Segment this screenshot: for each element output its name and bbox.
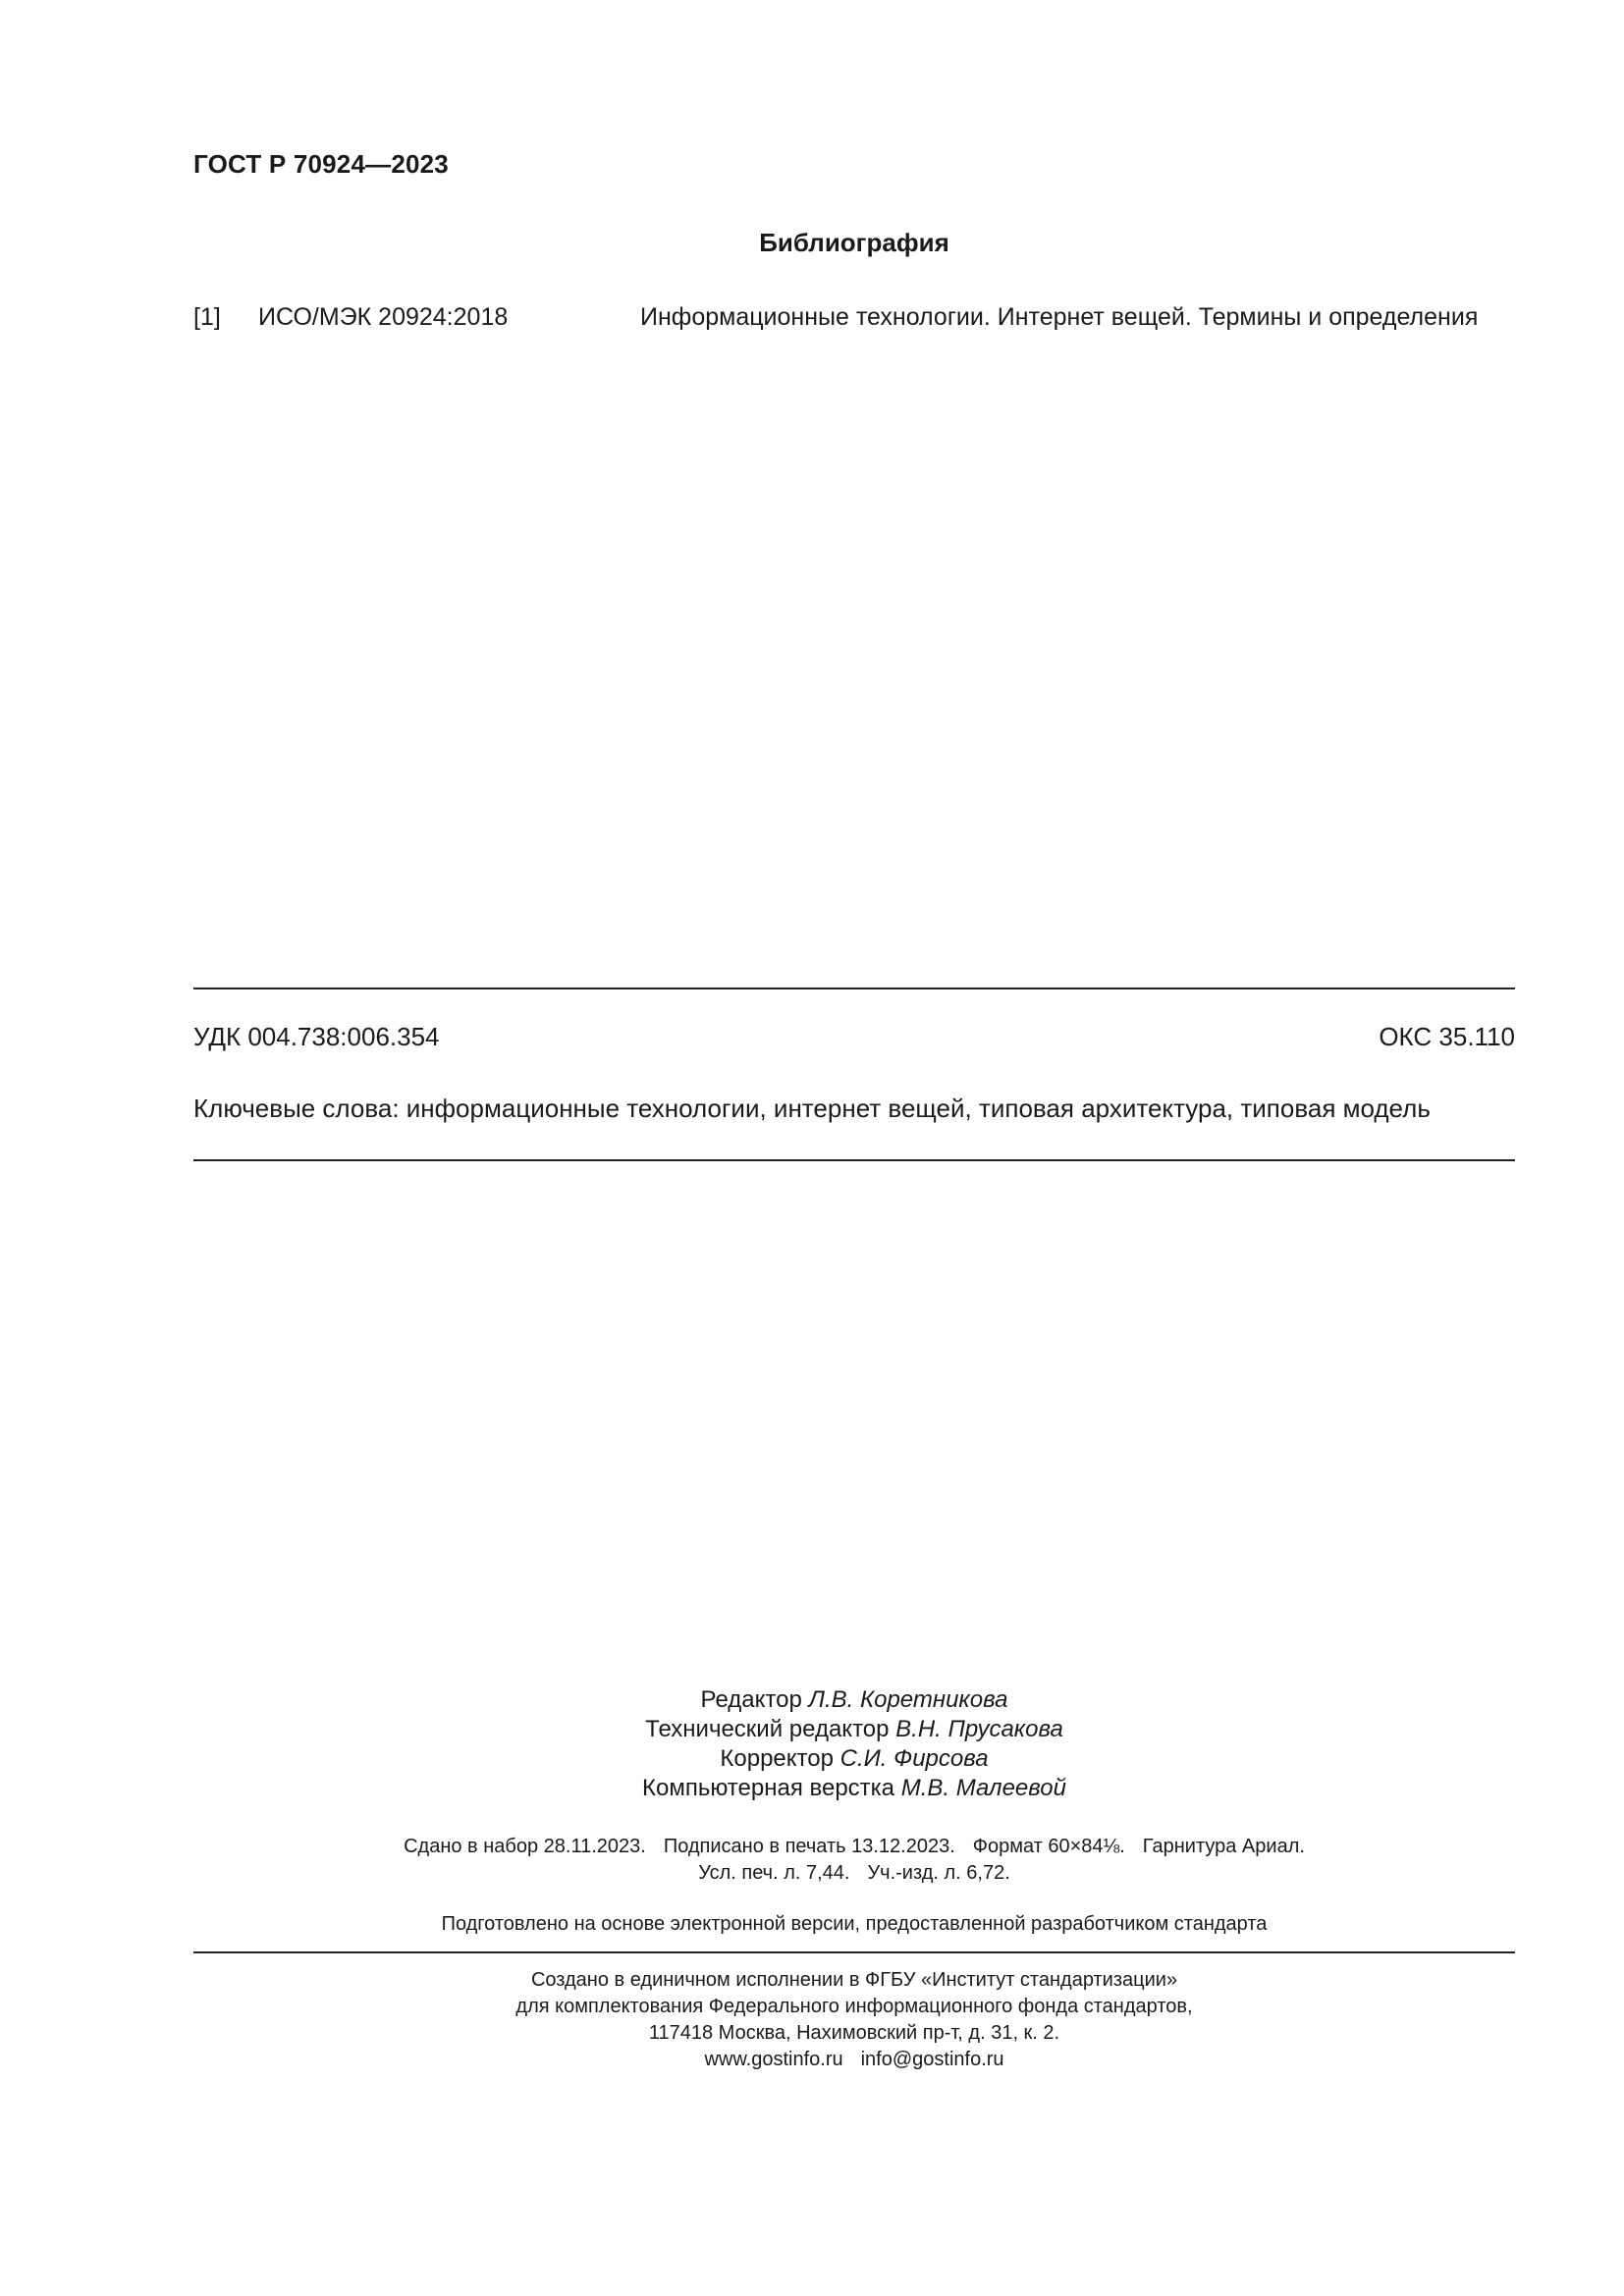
print-info-line-2: Усл. печ. л. 7,44. Уч.-изд. л. 6,72.: [698, 1862, 1010, 1884]
credit-layout: Компьютерная верстка М.В. Малеевой: [642, 1775, 1066, 1801]
prepared-note: Подготовлено на основе электронной версии, предоставленной разработчиком стандарта: [441, 1913, 1268, 1935]
bibliography-entry-number: [1]: [193, 303, 221, 331]
print-info-line-1: Сдано в набор 28.11.2023. Подписано в печать 13.12.2023. Формат 60×84⅛. Гарнитура Ариал.: [404, 1836, 1305, 1857]
oks-code: ОКС 35.110: [1379, 1022, 1515, 1051]
created-info: [193, 1967, 1515, 2073]
bibliography-entry-title: Информационные технологии. Интернет вещей. Термины и определения: [640, 303, 1479, 331]
bibliography-title: Библиография: [759, 228, 949, 257]
credit-technical-editor: Технический редактор В.Н. Прусакова: [645, 1716, 1063, 1742]
divider-bottom: [193, 1951, 1515, 1953]
created-info-line-3: 117418 Москва, Нахимовский пр-т, д. 31, к. 2.: [648, 2022, 1060, 2044]
print-info: [193, 1834, 1515, 1887]
credit-editor: Редактор Л.В. Коретникова: [700, 1686, 1008, 1713]
udk-code: УДК 004.738:006.354: [193, 1022, 440, 1051]
divider-middle: [193, 1159, 1515, 1161]
email-link[interactable]: info@gostinfo.ru: [860, 2049, 1004, 2070]
website-link[interactable]: www.gostinfo.ru: [704, 2049, 843, 2070]
document-code-header: ГОСТ Р 70924—2023: [193, 149, 449, 179]
divider-top: [193, 988, 1515, 989]
keywords: Ключевые слова: информационные технологии, интернет вещей, типовая архитектура, типовая модель: [193, 1094, 1431, 1123]
created-info-line-1: Создано в единичном исполнении в ФГБУ «Институт стандартизации»: [530, 1969, 1178, 1991]
credits-block: [193, 1685, 1515, 1803]
credit-proofreader: Корректор С.И. Фирсова: [720, 1745, 989, 1772]
created-info-contacts: [193, 2047, 1515, 2073]
created-info-line-2: для комплектования Федерального информационного фонда стандартов,: [515, 1996, 1193, 2017]
bibliography-entry-code: ИСО/МЭК 20924:2018: [258, 303, 509, 331]
